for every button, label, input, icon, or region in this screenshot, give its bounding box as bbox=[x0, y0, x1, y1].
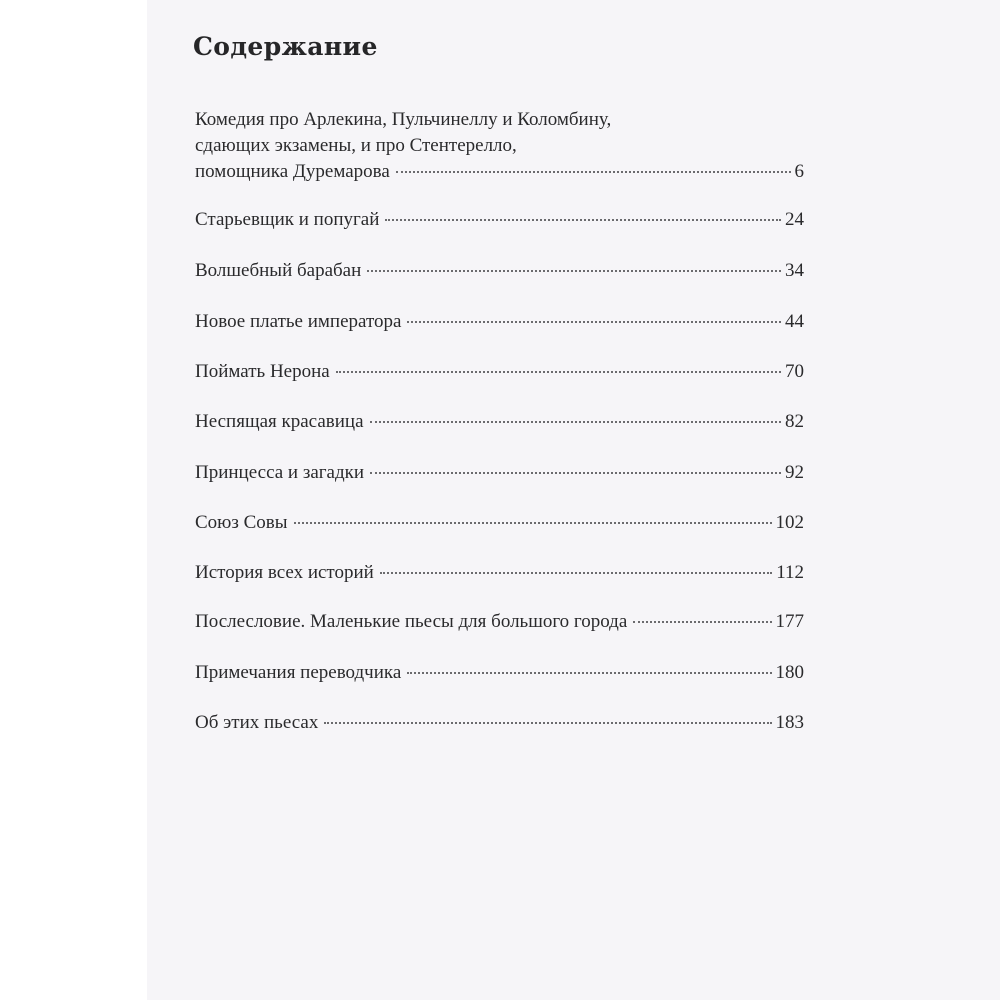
dot-leader bbox=[407, 321, 781, 323]
toc-entry bbox=[195, 359, 804, 385]
toc-entry bbox=[195, 609, 804, 635]
toc-entry-title: История всех историй bbox=[195, 562, 374, 583]
toc-entry-page: 70 bbox=[785, 361, 804, 382]
toc-entry-title: Союз Совы bbox=[195, 512, 288, 533]
dot-leader bbox=[324, 722, 771, 724]
toc-entry-title: Об этих пьесах bbox=[195, 712, 319, 733]
dot-leader bbox=[380, 572, 772, 574]
toc-entry bbox=[195, 510, 804, 536]
toc-entry-page: 6 bbox=[794, 161, 804, 182]
toc-entry-title: Поймать Нерона bbox=[195, 361, 330, 382]
toc-entry bbox=[195, 460, 804, 486]
toc-entry-page: 24 bbox=[785, 209, 804, 230]
toc-entry-page: 34 bbox=[785, 260, 804, 281]
toc-entry-page: 92 bbox=[785, 462, 804, 483]
toc-entry bbox=[195, 560, 804, 586]
toc-entry bbox=[195, 660, 804, 686]
toc-entry bbox=[195, 309, 804, 335]
toc-entry-page: 44 bbox=[785, 311, 804, 332]
toc-entry bbox=[195, 409, 804, 435]
toc-entry-page: 177 bbox=[775, 611, 804, 632]
toc-entry bbox=[195, 258, 804, 284]
dot-leader bbox=[336, 371, 781, 373]
toc-entry-title: Волшебный барабан bbox=[195, 260, 362, 281]
toc-entry-title: помощника Дуремарова bbox=[195, 161, 390, 182]
toc-entry-page: 102 bbox=[775, 512, 804, 533]
toc-entry-title: Принцесса и загадки bbox=[195, 462, 365, 483]
toc-entry-page: 183 bbox=[775, 712, 804, 733]
toc-entry-title: Старьевщик и попугай bbox=[195, 209, 380, 230]
toc-entry-title: Послесловие. Маленькие пьесы для большого города bbox=[195, 611, 628, 632]
dot-leader bbox=[633, 621, 771, 623]
toc-entry-title: Примечания переводчика bbox=[195, 662, 402, 683]
dot-leader bbox=[385, 219, 781, 221]
dot-leader bbox=[294, 522, 772, 524]
book-page bbox=[147, 0, 1000, 1000]
page-title: Содержание bbox=[193, 32, 378, 61]
toc-entry-line: Комедия про Арлекина, Пульчинеллу и Коломбину, bbox=[195, 109, 612, 130]
dot-leader bbox=[396, 171, 791, 173]
dot-leader bbox=[370, 472, 781, 474]
dot-leader bbox=[367, 270, 781, 272]
toc-entry-page: 82 bbox=[785, 411, 804, 432]
toc-entry bbox=[195, 107, 804, 185]
dot-leader bbox=[370, 421, 781, 423]
toc-entry-title: Неспящая красавица bbox=[195, 411, 364, 432]
toc-entry-line: сдающих экзамены, и про Стентерелло, bbox=[195, 135, 517, 156]
toc-entry-page: 180 bbox=[775, 662, 804, 683]
toc-entry-page: 112 bbox=[776, 562, 804, 583]
toc-entry bbox=[195, 207, 804, 233]
dot-leader bbox=[407, 672, 771, 674]
toc-entry-title: Новое платье императора bbox=[195, 311, 402, 332]
toc-entry bbox=[195, 710, 804, 736]
